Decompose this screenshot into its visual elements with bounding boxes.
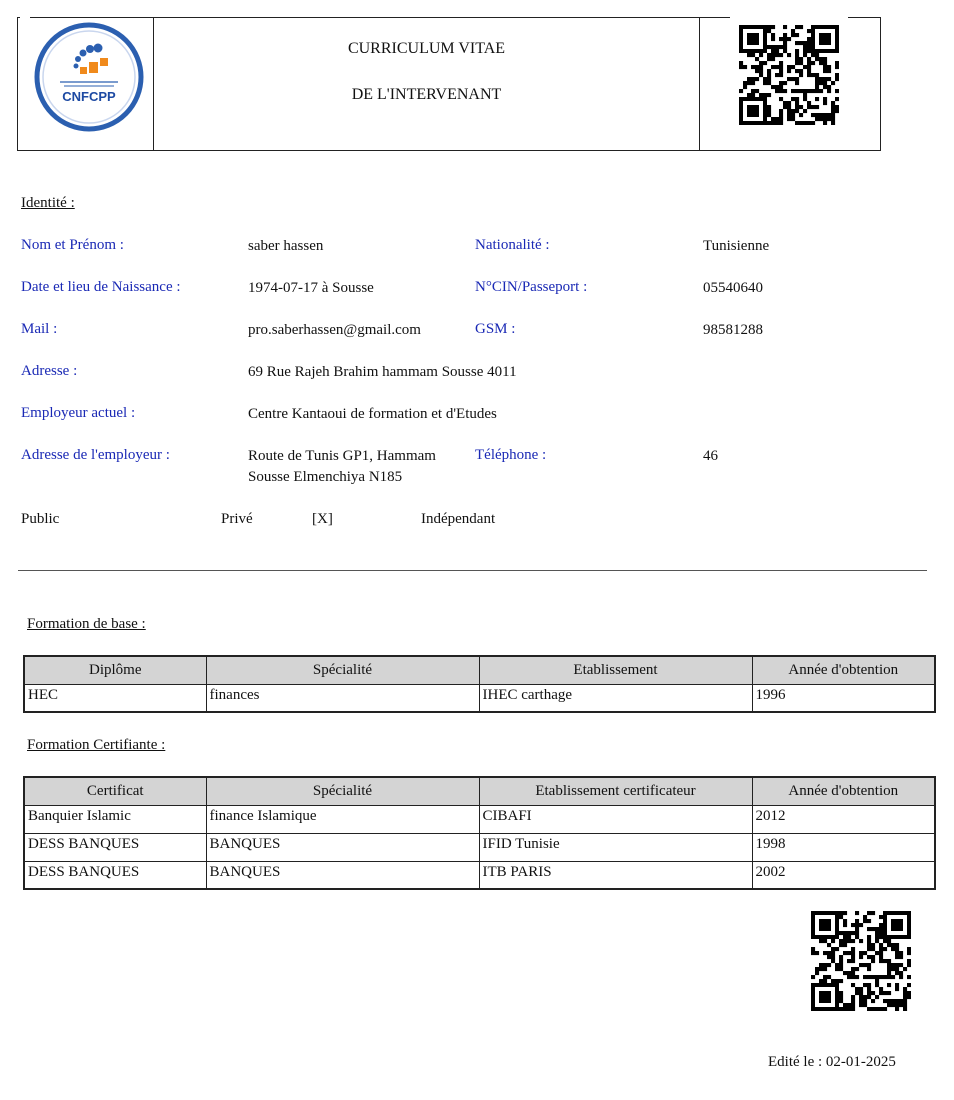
page-title-line1: CURRICULUM VITAE (347, 40, 506, 57)
value-employeur: Centre Kantaoui de formation et d'Etudes (248, 406, 497, 422)
table-cell: BANQUES (206, 833, 479, 861)
table-cell: Banquier Islamic (24, 805, 206, 833)
sector-independant: Indépendant (421, 511, 496, 527)
table-row (24, 861, 935, 889)
qr-code-icon (739, 25, 839, 125)
label-cin: N°CIN/Passeport : (475, 279, 588, 295)
qr-code-icon (811, 911, 911, 1011)
table-cell: HEC (24, 684, 206, 712)
table-cell: CIBAFI (479, 805, 752, 833)
table-cell: 2012 (752, 805, 935, 833)
table-cell: finance Islamique (206, 805, 479, 833)
sector-prive: Privé (221, 511, 253, 527)
value-cin: 05540640 (703, 280, 763, 296)
logo-text: CNFCPP (62, 89, 116, 104)
table-header-row (24, 777, 935, 805)
header-divider (699, 17, 700, 151)
value-mail: pro.saberhassen@gmail.com (248, 322, 421, 338)
table-row (24, 805, 935, 833)
column-header: Certificat (24, 777, 206, 805)
label-mail: Mail : (21, 321, 58, 337)
separator-line (18, 570, 927, 571)
value-adresse-employeur-line1: Route de Tunis GP1, Hammam (248, 448, 436, 464)
table-cell: IHEC carthage (479, 684, 752, 712)
column-header: Année d'obtention (752, 777, 935, 805)
label-employeur: Employeur actuel : (21, 405, 136, 421)
value-adresse-employeur-line2: Sousse Elmenchiya N185 (248, 469, 403, 485)
table-cell: finances (206, 684, 479, 712)
label-gsm: GSM : (475, 321, 516, 337)
value-naissance: 1974-07-17 à Sousse (248, 280, 374, 296)
table-row (24, 684, 935, 712)
sector-prive-checkmark: [X] (312, 511, 333, 527)
value-adresse: 69 Rue Rajeh Brahim hammam Sousse 4011 (248, 364, 517, 380)
table-cell: 2002 (752, 861, 935, 889)
edited-date: Edité le : 02-01-2025 (768, 1054, 896, 1070)
table-cell: ITB PARIS (479, 861, 752, 889)
column-header: Etablissement certificateur (479, 777, 752, 805)
value-nationalite: Tunisienne (703, 238, 770, 254)
table-cell: IFID Tunisie (479, 833, 752, 861)
formation-certifiante-title: Formation Certifiante : (27, 737, 166, 753)
sector-public: Public (21, 511, 60, 527)
table-header-row (24, 656, 935, 684)
table-cell: 1996 (752, 684, 935, 712)
formation-base-title: Formation de base : (27, 616, 146, 632)
value-telephone: 46 (703, 448, 718, 464)
table-cell: 1998 (752, 833, 935, 861)
header-gap (20, 16, 30, 19)
formation-certifiante-table (23, 776, 936, 890)
column-header: Etablissement (479, 656, 752, 684)
column-header: Spécialité (206, 656, 479, 684)
table-row (24, 833, 935, 861)
header-divider (153, 17, 154, 151)
value-nom: saber hassen (248, 238, 324, 254)
identity-section-title: Identité : (21, 195, 75, 211)
label-nom: Nom et Prénom : (21, 237, 124, 253)
label-adresse-employeur: Adresse de l'employeur : (21, 447, 170, 463)
table-cell: DESS BANQUES (24, 861, 206, 889)
table-cell: BANQUES (206, 861, 479, 889)
column-header: Année d'obtention (752, 656, 935, 684)
formation-base-table (23, 655, 936, 713)
column-header: Diplôme (24, 656, 206, 684)
label-adresse: Adresse : (21, 363, 78, 379)
page-title-line2: DE L'INTERVENANT (351, 86, 502, 103)
label-naissance: Date et lieu de Naissance : (21, 279, 181, 295)
label-nationalite: Nationalité : (475, 237, 550, 253)
cnfcpp-logo (34, 22, 144, 132)
table-cell: DESS BANQUES (24, 833, 206, 861)
value-gsm: 98581288 (703, 322, 763, 338)
column-header: Spécialité (206, 777, 479, 805)
label-telephone: Téléphone : (475, 447, 547, 463)
header-gap (730, 16, 848, 19)
